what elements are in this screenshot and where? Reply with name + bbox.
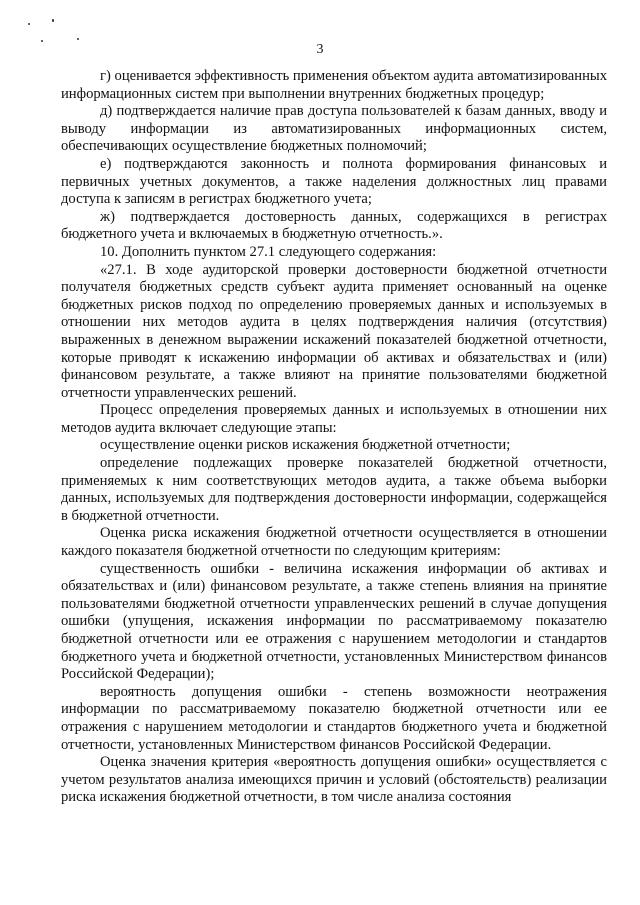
paragraph-item-zh: ж) подтверждается достоверность данных, содержащихся в регистрах бюджетного учета и включаемых в бюджетную отчетность.». [61,208,607,243]
scan-speck [77,38,79,40]
page-number: 3 [316,42,324,57]
paragraph-risk-criteria-intro: Оценка риска искажения бюджетной отчетности осуществляется в отношении каждого показателя бюджетной отчетности по следующим критериям: [61,525,607,560]
document-body [61,68,607,807]
paragraph-item-e: е) подтверждаются законность и полнота формирования финансовых и первичных учетных документов, а также наделения должностных лиц правами доступа к записям в регистрах бюджетного учета; [61,155,607,208]
paragraph-item-d: д) подтверждается наличие прав доступа пользователей к базам данных, вводу и выводу информации из автоматизированных информационных систем, обеспечивающих осуществление бюджетных полномочий; [61,103,607,155]
paragraph-amendment-10: 10. Дополнить пунктом 27.1 следующего содержания: [100,243,437,260]
paragraph-process-intro: Процесс определения проверяемых данных и используемых в отношении них методов аудита включает следующие этапы: [61,402,607,436]
scan-speck [52,19,54,22]
paragraph-clause-27-1: «27.1. В ходе аудиторской проверки достоверности бюджетной отчетности получателя бюджетных средств субъект аудита применяет основанный на оценке бюджетных рисков подход по определению проверяемых данных и используемых в отношении них методов аудита в целях подтверждения наличия (отсутствия) выраженных в денежном выражении искажений показателей бюджетной отчетности, которые приводят к искажению информации об активах и обязательствах и (или) финансовом результате, а также влияют на принятие пользователями бюджетной отчетности управленческих решений. [61,261,607,401]
paragraph-item-g: г) оценивается эффективность применения объектом аудита автоматизированных информационных систем при выполнении внутренних бюджетных процедур; [61,68,607,102]
paragraph-criterion-materiality: существенность ошибки - величина искажения информации об активах и обязательствах и (или) финансовом результате, а также степень влияния на принятие пользователями бюджетной отчетности управленческих решений в случае допущения ошибки (упущения, искажения информации по рассматриваемому показателю бюджетной отчетности или ее отражения с нарушением методологии и стандартов бюджетного учета и бюджетной отчетности, установленных Министерством финансов Российской Федерации); [61,560,607,683]
scan-speck [28,23,30,25]
paragraph-criterion-probability: вероятность допущения ошибки - степень возможности неотражения информации по рассматриваемому показателю бюджетной отчетности или ее отражения с нарушением методологии и стандартов бюджетного учета и бюджетной отчетности, установленных Министерством финансов Российской Федерации. [61,683,607,753]
paragraph-probability-assessment: Оценка значения критерия «вероятность допущения ошибки» осуществляется с учетом результатов анализа имеющихся причин и условий (обстоятельств) реализации риска искажения бюджетной отчетности, в том числе анализа состояния [61,754,607,806]
paragraph-stage-2: определение подлежащих проверке показателей бюджетной отчетности, применяемых к ним соответствующих методов аудита, а также объема выборки данных, используемых для подтверждения достоверности информации, содержащейся в бюджетной отчетности. [61,455,607,524]
paragraph-stage-1: осуществление оценки рисков искажения бюджетной отчетности; [100,437,511,454]
